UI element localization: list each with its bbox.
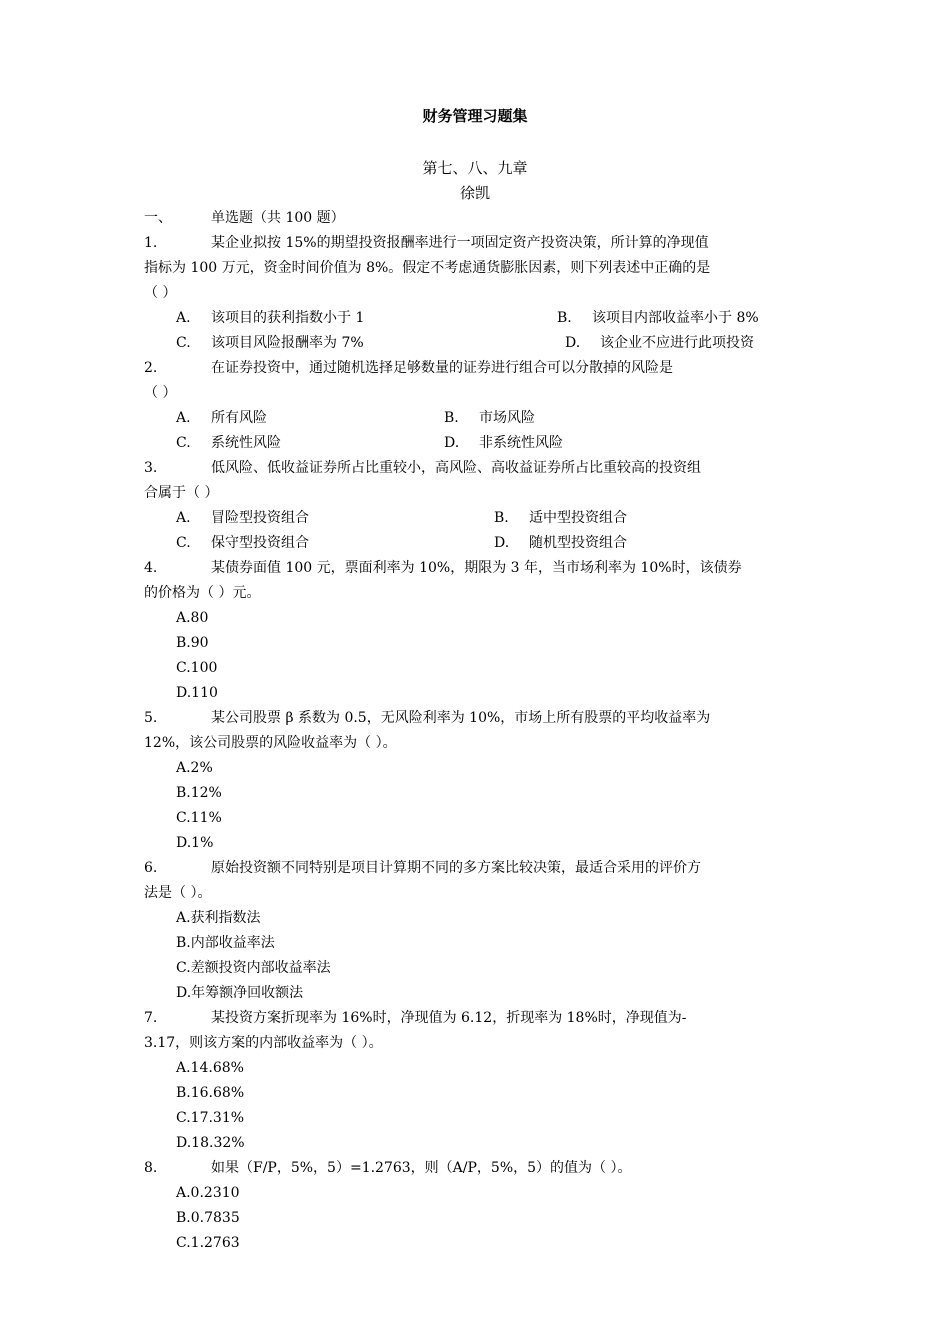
option-row — [144, 506, 809, 531]
option-a: A. 该项目的获利指数小于 1 — [176, 310, 365, 326]
question-text-cont: 的价格为（ ）元。 — [144, 585, 261, 601]
option-d: D. 该企业不应进行此项投资 — [565, 335, 754, 351]
option-d: D.110 — [176, 685, 218, 701]
option-b: B.0.7835 — [176, 1210, 240, 1226]
option-b: B. 适中型投资组合 — [494, 510, 627, 526]
question-number: 3. — [144, 460, 158, 476]
option-b: B. 市场风险 — [444, 410, 535, 426]
question-text: 如果（F/P，5%，5）=1.2763，则（A/P，5%，5）的值为（ ）。 — [211, 1160, 632, 1176]
question-number: 8. — [144, 1160, 158, 1176]
option-c: C. 该项目风险报酬率为 7% — [176, 335, 364, 351]
question-4 — [144, 556, 809, 581]
option-row — [144, 331, 809, 356]
option-c: C.11% — [176, 810, 222, 826]
question-text-cont: 12%，该公司股票的风险收益率为（ ）。 — [144, 735, 397, 751]
question-text-cont: 3.17，则该方案的内部收益率为（ ）。 — [144, 1035, 383, 1051]
question-number: 5. — [144, 710, 158, 726]
question-3 — [144, 456, 809, 481]
option-c: C.17.31% — [176, 1110, 245, 1126]
option-d: D.18.32% — [176, 1135, 245, 1151]
question-number: 4. — [144, 560, 158, 576]
question-body — [144, 206, 809, 1256]
question-text: 在证券投资中，通过随机选择足够数量的证券进行组合可以分散掉的风险是 — [211, 360, 673, 376]
option-b: B. 该项目内部收益率小于 8% — [557, 310, 759, 326]
question-number: 6. — [144, 860, 158, 876]
option-c: C. 保守型投资组合 — [176, 535, 309, 551]
question-5 — [144, 706, 809, 731]
option-d: D.1% — [176, 835, 214, 851]
option-a: A.获利指数法 — [176, 910, 261, 926]
option-row — [144, 431, 809, 456]
option-c: C.差额投资内部收益率法 — [176, 960, 331, 976]
option-a: A. 冒险型投资组合 — [176, 510, 309, 526]
question-text: 某投资方案折现率为 16%时，净现值为 6.12，折现率为 18%时，净现值为- — [211, 1010, 687, 1026]
section-number: 一、 — [144, 210, 172, 226]
question-text: 某公司股票 β 系数为 0.5，无风险利率为 10%，市场上所有股票的平均收益率为 — [211, 710, 711, 726]
question-text: 原始投资额不同特别是项目计算期不同的多方案比较决策，最适合采用的评价方 — [211, 860, 701, 876]
question-number: 2. — [144, 360, 158, 376]
option-row — [144, 406, 809, 431]
question-8 — [144, 1156, 809, 1181]
option-c: C. 系统性风险 — [176, 435, 281, 451]
question-7 — [144, 1006, 809, 1031]
option-b: B.12% — [176, 785, 222, 801]
question-text: 低风险、低收益证券所占比重较小，高风险、高收益证券所占比重较高的投资组 — [211, 460, 701, 476]
question-2 — [144, 356, 809, 381]
option-row — [144, 306, 809, 331]
section-title: 单选题（共 100 题） — [211, 210, 345, 226]
question-text-cont: 合属于（ ） — [144, 485, 219, 501]
author-name: 徐凯 — [459, 184, 490, 202]
answer-blank: （ ） — [144, 385, 177, 401]
question-text-cont: 指标为 100 万元，资金时间价值为 8%。假定不考虑通货膨胀因素，则下列表述中正确的是 — [144, 260, 711, 276]
option-b: B.内部收益率法 — [176, 935, 275, 951]
question-text: 某债券面值 100 元，票面利率为 10%，期限为 3 年，当市场利率为 10%时，该债券 — [211, 560, 742, 576]
question-text: 某企业拟按 15%的期望投资报酬率进行一项固定资产投资决策，所计算的净现值 — [211, 235, 709, 251]
option-d: D. 随机型投资组合 — [494, 535, 627, 551]
question-text-cont: 法是（ ）。 — [144, 885, 212, 901]
question-6 — [144, 856, 809, 881]
option-c: C.1.2763 — [176, 1235, 240, 1251]
question-number: 7. — [144, 1010, 158, 1026]
option-a: A. 所有风险 — [176, 410, 267, 426]
option-a: A.14.68% — [176, 1060, 244, 1076]
chapter-heading: 第七、八、九章 — [422, 159, 528, 177]
doc-title: 财务管理习题集 — [422, 107, 528, 125]
option-d: D.年筹额净回收额法 — [176, 985, 304, 1001]
option-c: C.100 — [176, 660, 218, 676]
question-1 — [144, 231, 809, 256]
option-a: A.80 — [176, 610, 209, 626]
question-number: 1. — [144, 235, 158, 251]
option-b: B.90 — [176, 635, 209, 651]
option-d: D. 非系统性风险 — [444, 435, 563, 451]
option-a: A.0.2310 — [176, 1185, 240, 1201]
option-row — [144, 531, 809, 556]
option-a: A.2% — [176, 760, 213, 776]
section-heading — [144, 206, 809, 231]
answer-blank: （ ） — [144, 285, 177, 301]
option-b: B.16.68% — [176, 1085, 245, 1101]
